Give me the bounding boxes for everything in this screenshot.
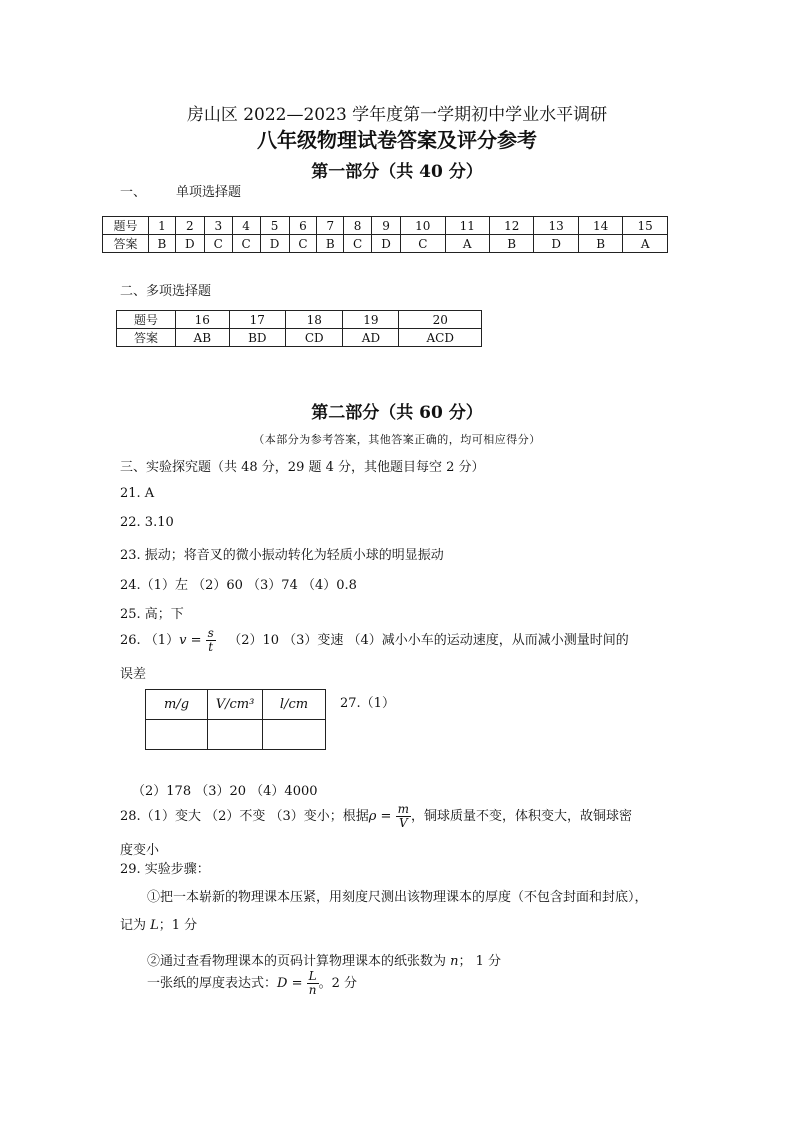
table-row-label: 题号 [117, 311, 176, 329]
table-cell: 2 [175, 217, 204, 235]
var-rho: ρ [368, 809, 377, 824]
table-cell: 18 [286, 311, 343, 329]
var-L: L [150, 918, 159, 933]
table-cell: 9 [372, 217, 401, 235]
table-cell: 14 [578, 217, 622, 235]
answer-29-formula [147, 970, 357, 997]
var-D: D [277, 976, 288, 991]
table-cell: ACD [399, 329, 482, 347]
table-cell-empty [263, 720, 326, 750]
table-cell: 13 [534, 217, 578, 235]
table-row-empty [146, 720, 326, 750]
answer-26-prefix: 26. （1） [120, 633, 180, 648]
answer-24: 24.（1）左 （2）60 （3）74 （4）0.8 [120, 578, 357, 593]
table-cell: 6 [289, 217, 317, 235]
table-cell: C [401, 235, 445, 253]
table-cell: 15 [623, 217, 668, 235]
table-cell: B [489, 235, 533, 253]
table-row-questions [103, 217, 668, 235]
table-cell: AD [343, 329, 399, 347]
answer-28-line1 [120, 803, 632, 830]
frac-numerator: L [308, 969, 317, 983]
multi-choice-table [116, 310, 482, 347]
column-header-mass: m/g [146, 690, 208, 720]
table-cell: C [204, 235, 232, 253]
table-cell: D [260, 235, 289, 253]
table-cell: A [445, 235, 489, 253]
table-cell: C [344, 235, 372, 253]
answer-29-step1: ①把一本崭新的物理课本压紧，用刻度尺测出该物理课本的厚度（不包含封面和封底）， [147, 890, 648, 905]
table-cell: 17 [229, 311, 285, 329]
table-cell: A [623, 235, 668, 253]
answer-26-line2: 误差 [120, 667, 147, 682]
part2-note: （本部分为参考答案，其他答案正确的，均可相应得分） [253, 433, 541, 446]
table-cell: 20 [399, 311, 482, 329]
table-cell: 16 [176, 311, 230, 329]
table-row-label: 答案 [117, 329, 176, 347]
table-cell: 11 [445, 217, 489, 235]
answer-28-line2: 度变小 [120, 843, 160, 858]
answer-26-rest: （2）10 （3）变速 （4）减小小车的运动速度，从而减小测量时间的 [228, 633, 629, 648]
table-row-answers [117, 329, 482, 347]
equals-sign: = [376, 809, 396, 824]
answer-26-line1 [120, 627, 629, 654]
var-v: v [179, 633, 187, 648]
equals-sign: = [186, 633, 206, 648]
answer-29-title: 29. 实验步骤： [120, 862, 210, 877]
formula-suffix: 。2 分 [318, 976, 357, 991]
fraction-m-over-v [396, 803, 411, 830]
answer-23: 23. 振动；将音叉的微小振动转化为轻质小球的明显振动 [120, 548, 444, 563]
table-cell-empty [208, 720, 263, 750]
fraction-L-over-n [307, 970, 319, 997]
part2-title: 第二部分（共 60 分） [311, 403, 483, 423]
density-data-table [145, 689, 326, 750]
table-cell: D [534, 235, 578, 253]
table-row-headers [146, 690, 326, 720]
table-cell: 8 [344, 217, 372, 235]
answer-28-rest: ，铜球质量不变，体积变大，故铜球密 [410, 809, 632, 824]
table-cell: BD [229, 329, 285, 347]
frac-denominator: n [308, 983, 317, 997]
table-row-questions [117, 311, 482, 329]
table-cell: 7 [317, 217, 344, 235]
document-title: 八年级物理试卷答案及评分参考 [257, 128, 537, 152]
table-cell: 5 [260, 217, 289, 235]
single-choice-table [102, 216, 668, 253]
table-cell: AB [176, 329, 230, 347]
var-n: n [450, 954, 459, 969]
table-row-label: 题号 [103, 217, 149, 235]
table-cell: 12 [489, 217, 533, 235]
table-cell: C [289, 235, 317, 253]
formula-prefix: 一张纸的厚度表达式： [147, 976, 278, 991]
table-cell: 3 [204, 217, 232, 235]
table-cell: 19 [343, 311, 399, 329]
answer-28-prefix: 28.（1）变大 （2）不变 （3）变小；根据 [120, 809, 369, 824]
column-header-length: l/cm [263, 690, 326, 720]
table-cell: C [232, 235, 260, 253]
fraction-s-over-t [206, 627, 216, 654]
equals-sign: = [287, 976, 307, 991]
section1-number: 一、 [120, 185, 147, 200]
answer-27-rest: （2）178 （3）20 （4）4000 [132, 784, 318, 799]
table-cell: CD [286, 329, 343, 347]
table-cell: 10 [401, 217, 445, 235]
frac-numerator: m [397, 802, 409, 816]
frac-denominator: t [208, 640, 214, 654]
step2-prefix: ②通过查看物理课本的页码计算物理课本的纸张数为 [147, 954, 451, 969]
frac-denominator: V [398, 816, 408, 830]
part1-title: 第一部分（共 40 分） [311, 162, 483, 182]
table-cell: B [578, 235, 622, 253]
table-cell: B [149, 235, 176, 253]
answer-27-label: 27.（1） [340, 696, 395, 711]
section2-title: 二、多项选择题 [120, 284, 212, 299]
step1-prefix: 记为 [120, 918, 151, 933]
table-cell: 4 [232, 217, 260, 235]
section3-title: 三、实验探究题（共 48 分，29 题 4 分，其他题目每空 2 分） [120, 460, 485, 475]
column-header-volume: V/cm³ [208, 690, 263, 720]
section1-title: 单项选择题 [176, 185, 242, 200]
answer-21: 21. A [120, 486, 155, 501]
table-row-label: 答案 [103, 235, 149, 253]
header-line1: 房山区 2022—2023 学年度第一学期初中学业水平调研 [186, 105, 608, 125]
step2-suffix: ； 1 分 [458, 954, 502, 969]
table-cell: D [175, 235, 204, 253]
table-cell-empty [146, 720, 208, 750]
answer-29-step1-cont [120, 914, 197, 933]
answer-25: 25. 高；下 [120, 607, 184, 622]
table-row-answers [103, 235, 668, 253]
table-cell: B [317, 235, 344, 253]
answer-29-step2 [147, 950, 501, 969]
step1-suffix: ；1 分 [158, 918, 198, 933]
table-cell: D [372, 235, 401, 253]
frac-numerator: s [207, 626, 214, 640]
answer-22: 22. 3.10 [120, 515, 174, 530]
table-cell: 1 [149, 217, 176, 235]
